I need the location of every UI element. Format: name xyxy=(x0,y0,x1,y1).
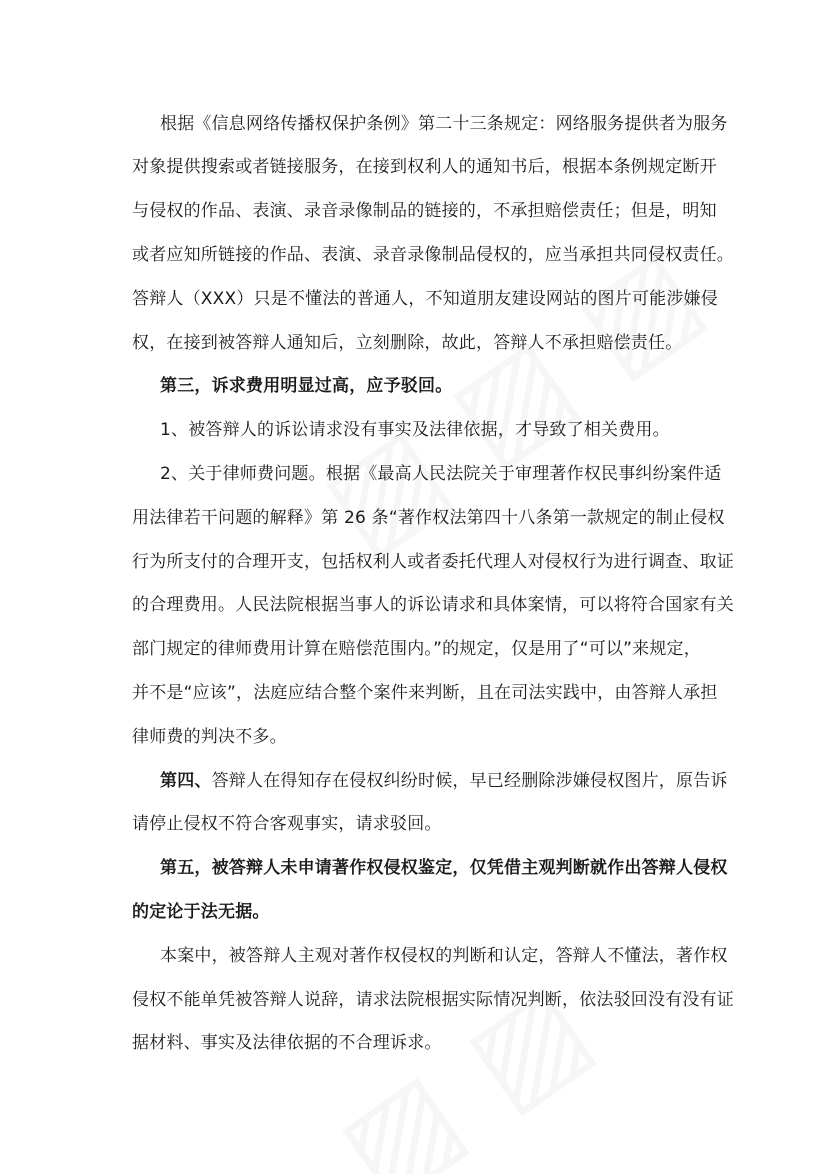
section-heading: 的定论于法无据。 xyxy=(132,902,270,922)
paragraph-line: 并不是“应该”，法庭应结合整个案件来判断，且在司法实践中，由答辩人承担 xyxy=(132,683,718,703)
section-heading xyxy=(0,769,830,793)
paragraph-line: 与侵权的作品、表演、录音录像制品的链接的，不承担赔偿责任；但是，明知 xyxy=(132,201,717,221)
paragraph-line: 权，在接到被答辩人通知后，立刻删除，故此，答辩人不承担赔偿责任。 xyxy=(132,333,683,353)
paragraph-line: 用法律若干问题的解释》第 26 条“著作权法第四十八条第一款规定的制止侵权 xyxy=(132,508,725,528)
section-heading: 第五，被答辩人未申请著作权侵权鉴定，仅凭借主观判断就作出答辩人侵权 xyxy=(160,858,728,878)
paragraph-line: 行为所支付的合理开支，包括权利人或者委托代理人对侵权行为进行调查、取证 xyxy=(132,552,734,572)
paragraph-line: 根据《信息网络传播权保护条例》第二十三条规定：网络服务提供者为服务 xyxy=(160,114,728,134)
paragraph-line: 部门规定的律师费用计算在赔偿范围内。”的规定，仅是用了“可以”来规定， xyxy=(132,639,701,659)
paragraph-line: 对象提供搜索或者链接服务，在接到权利人的通知书后，根据本条例规定断开 xyxy=(132,157,717,177)
paragraph-line: 的合理费用。人民法院根据当事人的诉讼请求和具体案情，可以将符合国家有关 xyxy=(132,595,734,615)
section-heading: 第三，诉求费用明显过高，应予驳回。 xyxy=(160,376,453,396)
paragraph-line: 本案中，被答辩人主观对著作权侵权的判断和认定，答辩人不懂法，著作权 xyxy=(160,946,728,966)
heading-prefix: 第四、 xyxy=(160,771,212,791)
paragraph-line: 律师费的判决不多。 xyxy=(132,727,287,747)
paragraph-line: 侵权不能单凭被答辩人说辞，请求法院根据实际情况判断，依法驳回没有没有证 xyxy=(132,990,734,1010)
paragraph-line: 请停止侵权不符合客观事实，请求驳回。 xyxy=(132,814,442,834)
list-item: 2、关于律师费问题。根据《最高人民法院关于审理著作权民事纠纷案件适 xyxy=(160,464,722,484)
heading-text: 答辩人在得知存在侵权纠纷时候，早已经删除涉嫌侵权图片，原告诉 xyxy=(211,771,728,791)
paragraph-line: 答辩人（XXX）只是不懂法的普通人，不知道朋友建设网站的图片可能涉嫌侵 xyxy=(132,289,718,309)
paragraph-line: 或者应知所链接的作品、表演、录音录像制品侵权的，应当承担共同侵权责任。 xyxy=(132,245,734,265)
list-item: 1、被答辩人的诉讼请求没有事实及法律依据，才导致了相关费用。 xyxy=(160,420,670,440)
paragraph-line: 据材料、事实及法律依据的不合理诉求。 xyxy=(132,1033,442,1053)
